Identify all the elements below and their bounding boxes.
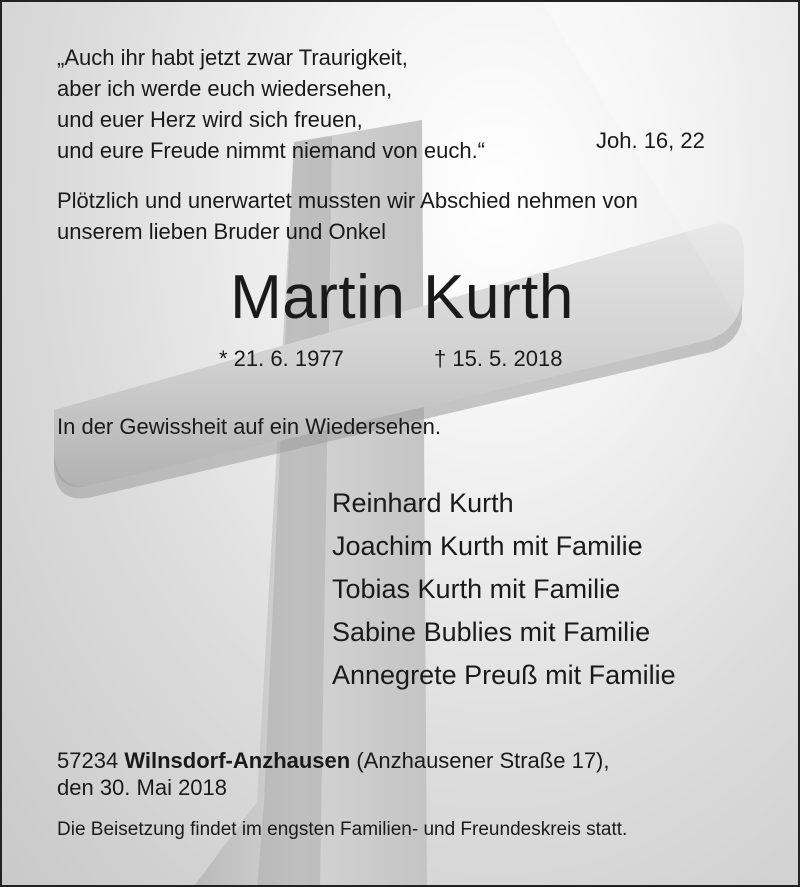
intro-line: unserem lieben Bruder und Onkel bbox=[57, 219, 386, 244]
quote-line: aber ich werde euch wiedersehen, bbox=[57, 76, 393, 101]
address-block bbox=[57, 747, 610, 801]
funeral-note: Die Beisetzung findet im engsten Familien- und Freundeskreis statt. bbox=[57, 819, 628, 840]
mourner-name: Reinhard Kurth bbox=[332, 488, 514, 518]
quote-reference: Joh. 16, 22 bbox=[596, 128, 705, 153]
deceased-name: Martin Kurth bbox=[230, 263, 574, 332]
street-address: (Anzhausener Straße 17), bbox=[356, 748, 610, 773]
certainty-text: In der Gewissheit auf ein Wiedersehen. bbox=[57, 414, 441, 439]
intro-text bbox=[57, 185, 638, 247]
notice-date: den 30. Mai 2018 bbox=[57, 775, 228, 800]
mourner-name: Joachim Kurth mit Familie bbox=[332, 531, 643, 561]
mourner-name: Sabine Bublies mit Familie bbox=[332, 617, 651, 647]
intro-line: Plötzlich und unerwartet mussten wir Abschied nehmen von bbox=[57, 188, 638, 213]
quote-line: und eure Freude nimmt niemand von euch.“ bbox=[57, 138, 486, 163]
quote-line: und euer Herz wird sich freuen, bbox=[57, 107, 363, 132]
mourner-name: Annegrete Preuß mit Familie bbox=[332, 660, 676, 690]
bible-quote bbox=[57, 42, 485, 166]
mourner-name: Tobias Kurth mit Familie bbox=[332, 574, 621, 604]
city-name: Wilnsdorf-Anzhausen bbox=[124, 748, 351, 773]
quote-line: „Auch ihr habt jetzt zwar Traurigkeit, bbox=[57, 45, 408, 70]
birth-date: * 21. 6. 1977 bbox=[219, 346, 344, 371]
death-date: † 15. 5. 2018 bbox=[434, 346, 563, 371]
postal-code: 57234 bbox=[57, 748, 119, 773]
mourner-list bbox=[332, 482, 676, 697]
